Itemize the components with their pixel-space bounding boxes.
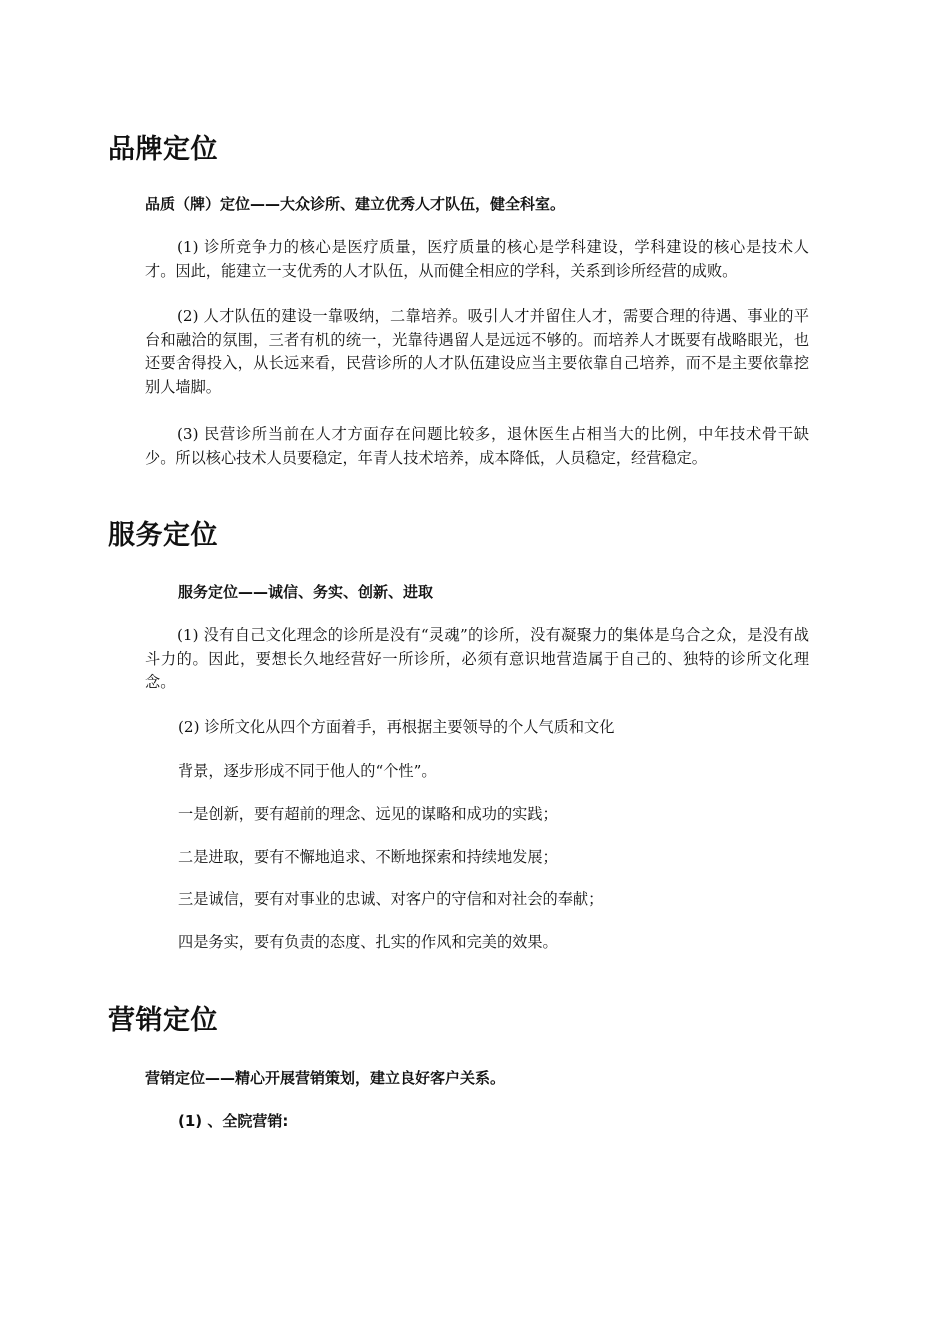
text-line: 二是进取，要有不懈地追求、不断地探索和持续地发展； <box>178 848 558 866</box>
list-item-heading: (1) 、全院营销: <box>178 1112 289 1130</box>
text-line: 四是务实，要有负责的态度、扎实的作风和完美的效果。 <box>178 933 558 951</box>
section-subheading-brand: 品质（牌）定位——大众诊所、建立优秀人才队伍，健全科室。 <box>145 195 566 213</box>
text-line: (2) 诊所文化从四个方面着手，再根据主要领导的个人气质和文化 <box>178 718 615 736</box>
paragraph: (2) 人才队伍的建设一靠吸纳，二靠培养。吸引人才并留住人才，需要合理的待遇、事业的平台和融洽的氛围，三者有机的统一，光靠待遇留人是远远不够的。而培养人才既要有战略眼光，也还要舍得投入，从长远来看，民营诊所的人才队伍建设应当主要依靠自己培养，而不是主要依靠挖别人墙脚。 <box>145 307 809 396</box>
paragraph: (1) 诊所竞争力的核心是医疗质量，医疗质量的核心是学科建设，学科建设的核心是技术人才。因此，能建立一支优秀的人才队伍，从而健全相应的学科，关系到诊所经营的成败。 <box>145 238 809 280</box>
section-heading-brand: 品牌定位 <box>108 134 218 165</box>
paragraph: (1) 没有自己文化理念的诊所是没有“灵魂”的诊所，没有凝聚力的集体是乌合之众，是没有战斗力的。因此，要想长久地经营好一所诊所，必须有意识地营造属于自己的、独特的诊所文化理念。 <box>145 626 809 691</box>
section-heading-marketing: 营销定位 <box>108 1005 218 1036</box>
section-subheading-marketing: 营销定位——精心开展营销策划，建立良好客户关系。 <box>145 1069 506 1087</box>
text-line: 背景，逐步形成不同于他人的“个性”。 <box>178 762 437 780</box>
paragraph: (3) 民营诊所当前在人才方面存在问题比较多，退休医生占相当大的比例，中年技术骨干缺少。所以核心技术人员要稳定，年青人技术培养，成本降低，人员稳定，经营稳定。 <box>145 425 809 467</box>
text-line: 一是创新，要有超前的理念、远见的谋略和成功的实践； <box>178 805 558 823</box>
section-subheading-service: 服务定位——诚信、务实、创新、进取 <box>178 583 434 601</box>
text-line: 三是诚信，要有对事业的忠诚、对客户的守信和对社会的奉献； <box>178 890 604 908</box>
section-heading-service: 服务定位 <box>108 520 218 551</box>
